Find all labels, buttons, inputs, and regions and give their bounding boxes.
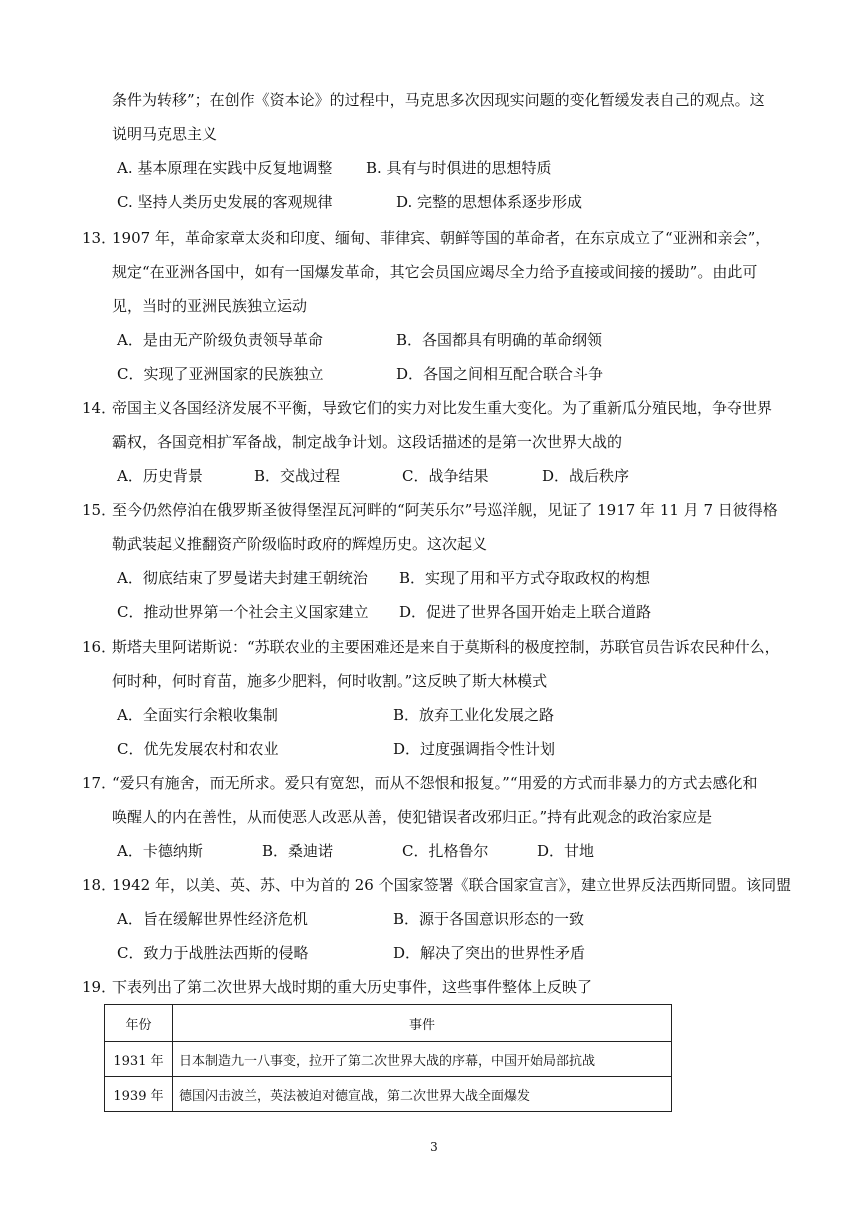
q12-option-c: C. 坚持人类历史发展的客观规律 xyxy=(117,193,333,211)
q18-option-b: B．源于各国意识形态的一致 xyxy=(393,910,585,928)
q18-option-d: D．解决了突出的世界性矛盾 xyxy=(393,944,586,962)
q16-line2: 何时种，何时育苗，施多少肥料，何时收割。”这反映了斯大林模式 xyxy=(112,672,548,690)
q14-option-d: D．战后秩序 xyxy=(542,467,630,485)
events-table xyxy=(104,1004,672,1112)
q13-line3: 见，当时的亚洲民族独立运动 xyxy=(112,297,308,315)
q17-line2: 唤醒人的内在善性，从而使恶人改恶从善，使犯错误者改邪归正。”持有此观念的政治家应是 xyxy=(112,808,713,826)
q13-option-d: D．各国之间相互配合联合斗争 xyxy=(396,365,604,383)
q15-option-a: A．彻底结束了罗曼诺夫封建王朝统治 xyxy=(117,569,368,587)
q12-line1: 条件为转移”；在创作《资本论》的过程中，马克思多次因现实问题的变化暂缓发表自己的观点。这 xyxy=(112,91,765,109)
q12-option-a: A. 基本原理在实践中反复地调整 xyxy=(117,159,333,177)
q19-line1: 下表列出了第二次世界大战时期的重大历史事件，这些事件整体上反映了 xyxy=(112,978,593,996)
table-cell-year: 1939 年 xyxy=(105,1077,173,1112)
table-cell-year: 1931 年 xyxy=(105,1042,173,1077)
q13-number: 13． xyxy=(82,229,117,247)
q16-number: 16． xyxy=(82,638,117,656)
q16-option-b: B．放弃工业化发展之路 xyxy=(393,706,555,724)
table-cell-event: 德国闪击波兰，英法被迫对德宣战，第二次世界大战全面爆发 xyxy=(173,1077,672,1112)
q13-line2: 规定“在亚洲各国中，如有一国爆发革命，其它会员国应竭尽全力给予直接或间接的援助”。由此可 xyxy=(112,263,758,281)
q15-line1: 至今仍然停泊在俄罗斯圣彼得堡涅瓦河畔的“阿芙乐尔”号巡洋舰，见证了 1917 年 11 月 7 日彼得格 xyxy=(112,501,778,519)
q13-option-b: B．各国都具有明确的革命纲领 xyxy=(396,331,603,349)
q14-line1: 帝国主义各国经济发展不平衡，导致它们的实力对比发生重大变化。为了重新瓜分殖民地，争夺世界 xyxy=(112,399,773,417)
q15-line2: 勒武装起义推翻资产阶级临时政府的辉煌历史。这次起义 xyxy=(112,535,488,553)
q13-option-a: A．是由无产阶级负责领导革命 xyxy=(117,331,323,349)
table-header-year: 年份 xyxy=(105,1005,173,1042)
q15-option-b: B．实现了用和平方式夺取政权的构想 xyxy=(399,569,651,587)
table-row xyxy=(105,1077,672,1112)
q13-line1: 1907 年，革命家章太炎和印度、缅甸、菲律宾、朝鲜等国的革命者，在东京成立了“亚洲和亲会”， xyxy=(112,229,771,247)
q12-option-b: B. 具有与时俱进的思想特质 xyxy=(366,159,552,177)
q13-option-c: C．实现了亚洲国家的民族独立 xyxy=(117,365,324,383)
q12-option-d: D. 完整的思想体系逐步形成 xyxy=(396,193,583,211)
q17-option-a: A．卡德纳斯 xyxy=(117,842,203,860)
q14-option-b: B．交战过程 xyxy=(254,467,341,485)
q16-line1: 斯塔夫里阿诺斯说：“苏联农业的主要困难还是来自于莫斯科的极度控制，苏联官员告诉农民种什么， xyxy=(112,638,780,656)
q17-option-b: B．桑迪诺 xyxy=(262,842,334,860)
q15-option-c: C．推动世界第一个社会主义国家建立 xyxy=(117,603,369,621)
q14-option-a: A．历史背景 xyxy=(117,467,203,485)
table-row xyxy=(105,1042,672,1077)
q14-option-c: C．战争结果 xyxy=(402,467,489,485)
q14-number: 14． xyxy=(82,399,117,417)
q18-number: 18． xyxy=(82,876,117,894)
q17-number: 17． xyxy=(82,774,117,792)
q19-number: 19． xyxy=(82,978,117,996)
q14-line2: 霸权，各国竞相扩军备战，制定战争计划。这段话描述的是第一次世界大战的 xyxy=(112,433,623,451)
table-cell-event: 日本制造九一八事变，拉开了第二次世界大战的序幕，中国开始局部抗战 xyxy=(173,1042,672,1077)
page-number: 3 xyxy=(430,1140,438,1154)
q18-option-c: C．致力于战胜法西斯的侵略 xyxy=(117,944,309,962)
q18-option-a: A．旨在缓解世界性经济危机 xyxy=(117,910,308,928)
q17-line1: “爱只有施舍，而无所求。爱只有宽恕，而从不怨恨和报复。”“用爱的方式而非暴力的方式去感化和 xyxy=(112,774,758,792)
table-header-row xyxy=(105,1005,672,1042)
q17-option-c: C．扎格鲁尔 xyxy=(402,842,489,860)
q12-line2: 说明马克思主义 xyxy=(112,125,218,143)
q16-option-a: A．全面实行余粮收集制 xyxy=(117,706,278,724)
table-header-event: 事件 xyxy=(173,1005,672,1042)
q16-option-d: D．过度强调指令性计划 xyxy=(393,740,556,758)
q17-option-d: D．甘地 xyxy=(537,842,595,860)
q15-option-d: D．促进了世界各国开始走上联合道路 xyxy=(399,603,652,621)
q16-option-c: C．优先发展农村和农业 xyxy=(117,740,279,758)
q15-number: 15． xyxy=(82,501,117,519)
q18-line1: 1942 年，以美、英、苏、中为首的 26 个国家签署《联合国家宣言》，建立世界反法西斯同盟。该同盟 xyxy=(112,876,792,894)
